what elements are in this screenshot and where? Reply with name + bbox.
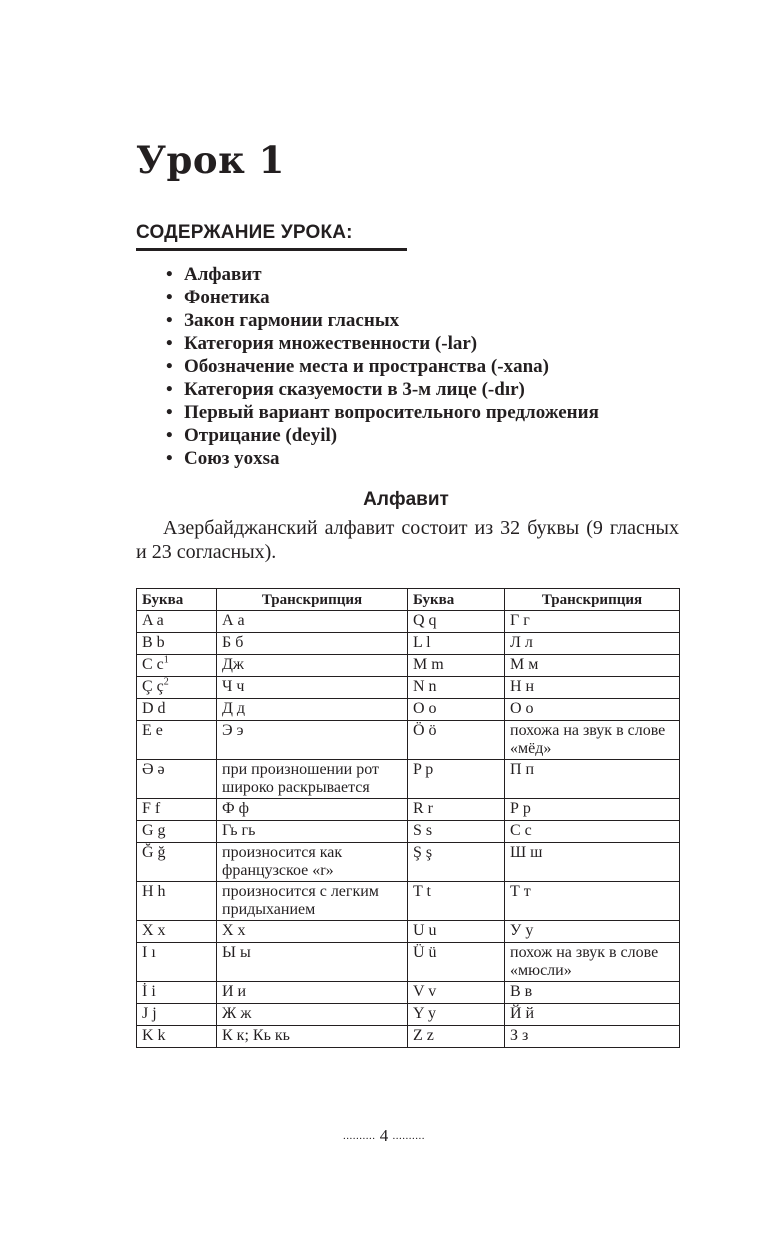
- transcription-cell-text: С с: [510, 822, 532, 839]
- letter-cell-text: K k: [142, 1027, 166, 1044]
- letter-cell: [137, 611, 217, 633]
- letter-cell-text: F f: [142, 800, 161, 817]
- letter-cell-text: E e: [142, 722, 163, 739]
- letter-cell-text: Ğ ğ: [142, 844, 166, 861]
- letter-cell-text: Ş ş: [413, 844, 433, 861]
- letter-cell: [408, 1004, 505, 1026]
- letter-cell: [408, 882, 505, 921]
- transcription-cell: [217, 821, 408, 843]
- transcription-cell-text: Ы ы: [222, 944, 251, 961]
- transcription-cell-text: Г г: [510, 612, 530, 629]
- letter-cell: [137, 721, 217, 760]
- transcription-cell: [217, 611, 408, 633]
- transcription-cell-text: Х х: [222, 922, 246, 939]
- footer-dots: ..........: [343, 1130, 376, 1142]
- transcription-cell-text: Й й: [510, 1005, 535, 1022]
- letter-cell-text: Ü ü: [413, 944, 437, 961]
- letter-cell-text: Ö ö: [413, 722, 437, 739]
- transcription-cell: [505, 611, 680, 633]
- letter-cell: [408, 655, 505, 677]
- transcription-cell-text: Л л: [510, 634, 533, 651]
- letter-cell-text: N n: [413, 678, 437, 695]
- transcription-cell: [505, 799, 680, 821]
- transcription-cell: [217, 921, 408, 943]
- letter-cell-text: I ı: [142, 944, 156, 961]
- letter-cell: [137, 843, 217, 882]
- transcription-cell: [505, 943, 680, 982]
- letter-cell-text: İ i: [142, 983, 156, 1000]
- page-footer: [0, 1126, 768, 1146]
- contents-list: [166, 263, 599, 470]
- header-letter: Буква: [137, 589, 217, 611]
- table-row: [137, 921, 680, 943]
- transcription-cell-text: О о: [510, 700, 534, 717]
- table-row: [137, 677, 680, 699]
- transcription-cell: [217, 633, 408, 655]
- letter-cell: [137, 760, 217, 799]
- lesson-title: Урок 1: [136, 138, 285, 182]
- header-transcription: Транскрипция: [505, 589, 680, 611]
- letter-cell: [137, 633, 217, 655]
- transcription-cell: [217, 843, 408, 882]
- transcription-cell-text: Дж: [222, 656, 244, 673]
- table-row: [137, 1026, 680, 1048]
- letter-cell: [137, 699, 217, 721]
- transcription-cell: [217, 1004, 408, 1026]
- transcription-cell: [505, 655, 680, 677]
- letter-cell: [408, 760, 505, 799]
- letter-cell-text: T t: [413, 883, 431, 900]
- letter-cell: [408, 821, 505, 843]
- letter-cell: [408, 699, 505, 721]
- contents-item: • Фонетика: [166, 286, 599, 309]
- letter-cell-text: Ə ə: [142, 761, 165, 778]
- letter-cell-text: R r: [413, 800, 433, 817]
- letter-cell-text: Y y: [413, 1005, 436, 1022]
- letter-cell: [408, 611, 505, 633]
- header-letter: Буква: [408, 589, 505, 611]
- letter-cell: [137, 1004, 217, 1026]
- transcription-cell: [217, 1026, 408, 1048]
- table-row: [137, 843, 680, 882]
- letter-cell-text: M m: [413, 656, 444, 673]
- transcription-cell-text: П п: [510, 761, 535, 778]
- letter-cell-text: H h: [142, 883, 166, 900]
- table-row: [137, 633, 680, 655]
- contents-item: • Первый вариант вопросительного предложения: [166, 401, 599, 424]
- letter-cell-text: U u: [413, 922, 437, 939]
- table-row: [137, 699, 680, 721]
- letter-cell: [408, 633, 505, 655]
- transcription-cell-text: Гь гь: [222, 822, 256, 839]
- transcription-cell: [505, 821, 680, 843]
- letter-cell: [137, 677, 217, 699]
- letter-cell-text: L l: [413, 634, 431, 651]
- transcription-cell: [217, 721, 408, 760]
- transcription-cell-text: Т т: [510, 883, 531, 900]
- transcription-cell: [217, 943, 408, 982]
- transcription-cell: [505, 760, 680, 799]
- transcription-cell-text: К к; Кь кь: [222, 1027, 290, 1044]
- transcription-cell-text: Ф ф: [222, 800, 250, 817]
- letter-cell: [408, 943, 505, 982]
- transcription-cell: [505, 699, 680, 721]
- transcription-cell-text: произносится как французское «r»: [222, 844, 343, 879]
- table-row: [137, 943, 680, 982]
- transcription-cell: [217, 760, 408, 799]
- letter-cell-text: Z z: [413, 1027, 434, 1044]
- transcription-cell-text: Ч ч: [222, 678, 245, 695]
- footer-dots: ..........: [392, 1130, 425, 1142]
- letter-cell-text: S s: [413, 822, 433, 839]
- alphabet-table: [136, 588, 680, 1048]
- table-row: [137, 611, 680, 633]
- letter-cell: [408, 799, 505, 821]
- letter-cell: [408, 721, 505, 760]
- contents-item: • Закон гармонии гласных: [166, 309, 599, 332]
- transcription-cell-text: В в: [510, 983, 533, 1000]
- letter-cell-text: B b: [142, 634, 165, 651]
- table-row: [137, 1004, 680, 1026]
- letter-cell-text: Q q: [413, 612, 437, 629]
- transcription-cell-text: З з: [510, 1027, 529, 1044]
- transcription-cell: [217, 799, 408, 821]
- transcription-cell: [217, 655, 408, 677]
- letter-cell-text: O o: [413, 700, 437, 717]
- letter-cell-text: J j: [142, 1005, 157, 1022]
- letter-cell: [408, 1026, 505, 1048]
- transcription-cell-text: У у: [510, 922, 534, 939]
- table-row: [137, 821, 680, 843]
- section-title: Алфавит: [363, 489, 449, 510]
- contents-item: • Союз yoxsa: [166, 447, 599, 470]
- letter-cell: [408, 677, 505, 699]
- transcription-cell: [217, 982, 408, 1004]
- transcription-cell-text: Ш ш: [510, 844, 543, 861]
- letter-cell: [137, 799, 217, 821]
- transcription-cell: [505, 1004, 680, 1026]
- table-row: [137, 760, 680, 799]
- transcription-cell: [505, 982, 680, 1004]
- table-row: [137, 799, 680, 821]
- letter-cell: [137, 943, 217, 982]
- transcription-cell-text: при произношении рот широко раскрывается: [222, 761, 380, 796]
- transcription-cell-text: похож на звук в слове «мюсли»: [510, 944, 659, 979]
- transcription-cell-text: похожа на звук в слове «мёд»: [510, 722, 666, 757]
- letter-cell: [408, 843, 505, 882]
- contents-item: • Категория сказуемости в 3-м лице (-dır): [166, 378, 599, 401]
- table-row: [137, 982, 680, 1004]
- transcription-cell-text: Д д: [222, 700, 246, 717]
- alphabet-table-body: [137, 611, 680, 1048]
- transcription-cell: [505, 721, 680, 760]
- contents-item: • Обозначение места и пространства (-xana): [166, 355, 599, 378]
- table-row: [137, 882, 680, 921]
- letter-cell-text: X x: [142, 922, 166, 939]
- transcription-cell-text: произносится с легким придыханием: [222, 883, 379, 918]
- transcription-cell: [505, 882, 680, 921]
- letter-cell: [137, 821, 217, 843]
- header-transcription: Транскрипция: [217, 589, 408, 611]
- letter-cell-text: V v: [413, 983, 437, 1000]
- transcription-cell-text: А а: [222, 612, 245, 629]
- letter-cell: [408, 921, 505, 943]
- letter-cell: [137, 655, 217, 677]
- letter-cell: [137, 1026, 217, 1048]
- contents-heading: СОДЕРЖАНИЕ УРОКА:: [136, 222, 407, 251]
- transcription-cell: [217, 699, 408, 721]
- letter-cell-text: Ç ç: [142, 678, 164, 695]
- transcription-cell: [217, 882, 408, 921]
- transcription-cell-text: М м: [510, 656, 539, 673]
- transcription-cell: [505, 633, 680, 655]
- page-number: 4: [379, 1126, 389, 1145]
- intro-paragraph: Азербайджанский алфавит состоит из 32 буквы (9 гласных и 23 согласных).: [136, 517, 679, 563]
- transcription-cell-text: Н н: [510, 678, 535, 695]
- letter-cell-text: C c: [142, 656, 164, 673]
- table-header-row: [137, 589, 680, 611]
- transcription-cell: [217, 677, 408, 699]
- letter-cell-text: A a: [142, 612, 164, 629]
- table-row: [137, 655, 680, 677]
- letter-cell-text: P p: [413, 761, 434, 778]
- transcription-cell: [505, 1026, 680, 1048]
- footnote-marker: 1: [163, 654, 169, 666]
- transcription-cell-text: Р р: [510, 800, 531, 817]
- transcription-cell: [505, 677, 680, 699]
- letter-cell-text: D d: [142, 700, 166, 717]
- letter-cell: [408, 982, 505, 1004]
- transcription-cell-text: Ж ж: [222, 1005, 252, 1022]
- contents-item: • Алфавит: [166, 263, 599, 286]
- letter-cell: [137, 982, 217, 1004]
- footnote-marker: 2: [163, 676, 169, 688]
- transcription-cell: [505, 921, 680, 943]
- letter-cell: [137, 921, 217, 943]
- contents-item: • Категория множественности (-lar): [166, 332, 599, 355]
- letter-cell-text: G g: [142, 822, 166, 839]
- contents-item: • Отрицание (deyil): [166, 424, 599, 447]
- transcription-cell-text: Э э: [222, 722, 244, 739]
- transcription-cell: [505, 843, 680, 882]
- transcription-cell-text: И и: [222, 983, 247, 1000]
- letter-cell: [137, 882, 217, 921]
- transcription-cell-text: Б б: [222, 634, 244, 651]
- table-row: [137, 721, 680, 760]
